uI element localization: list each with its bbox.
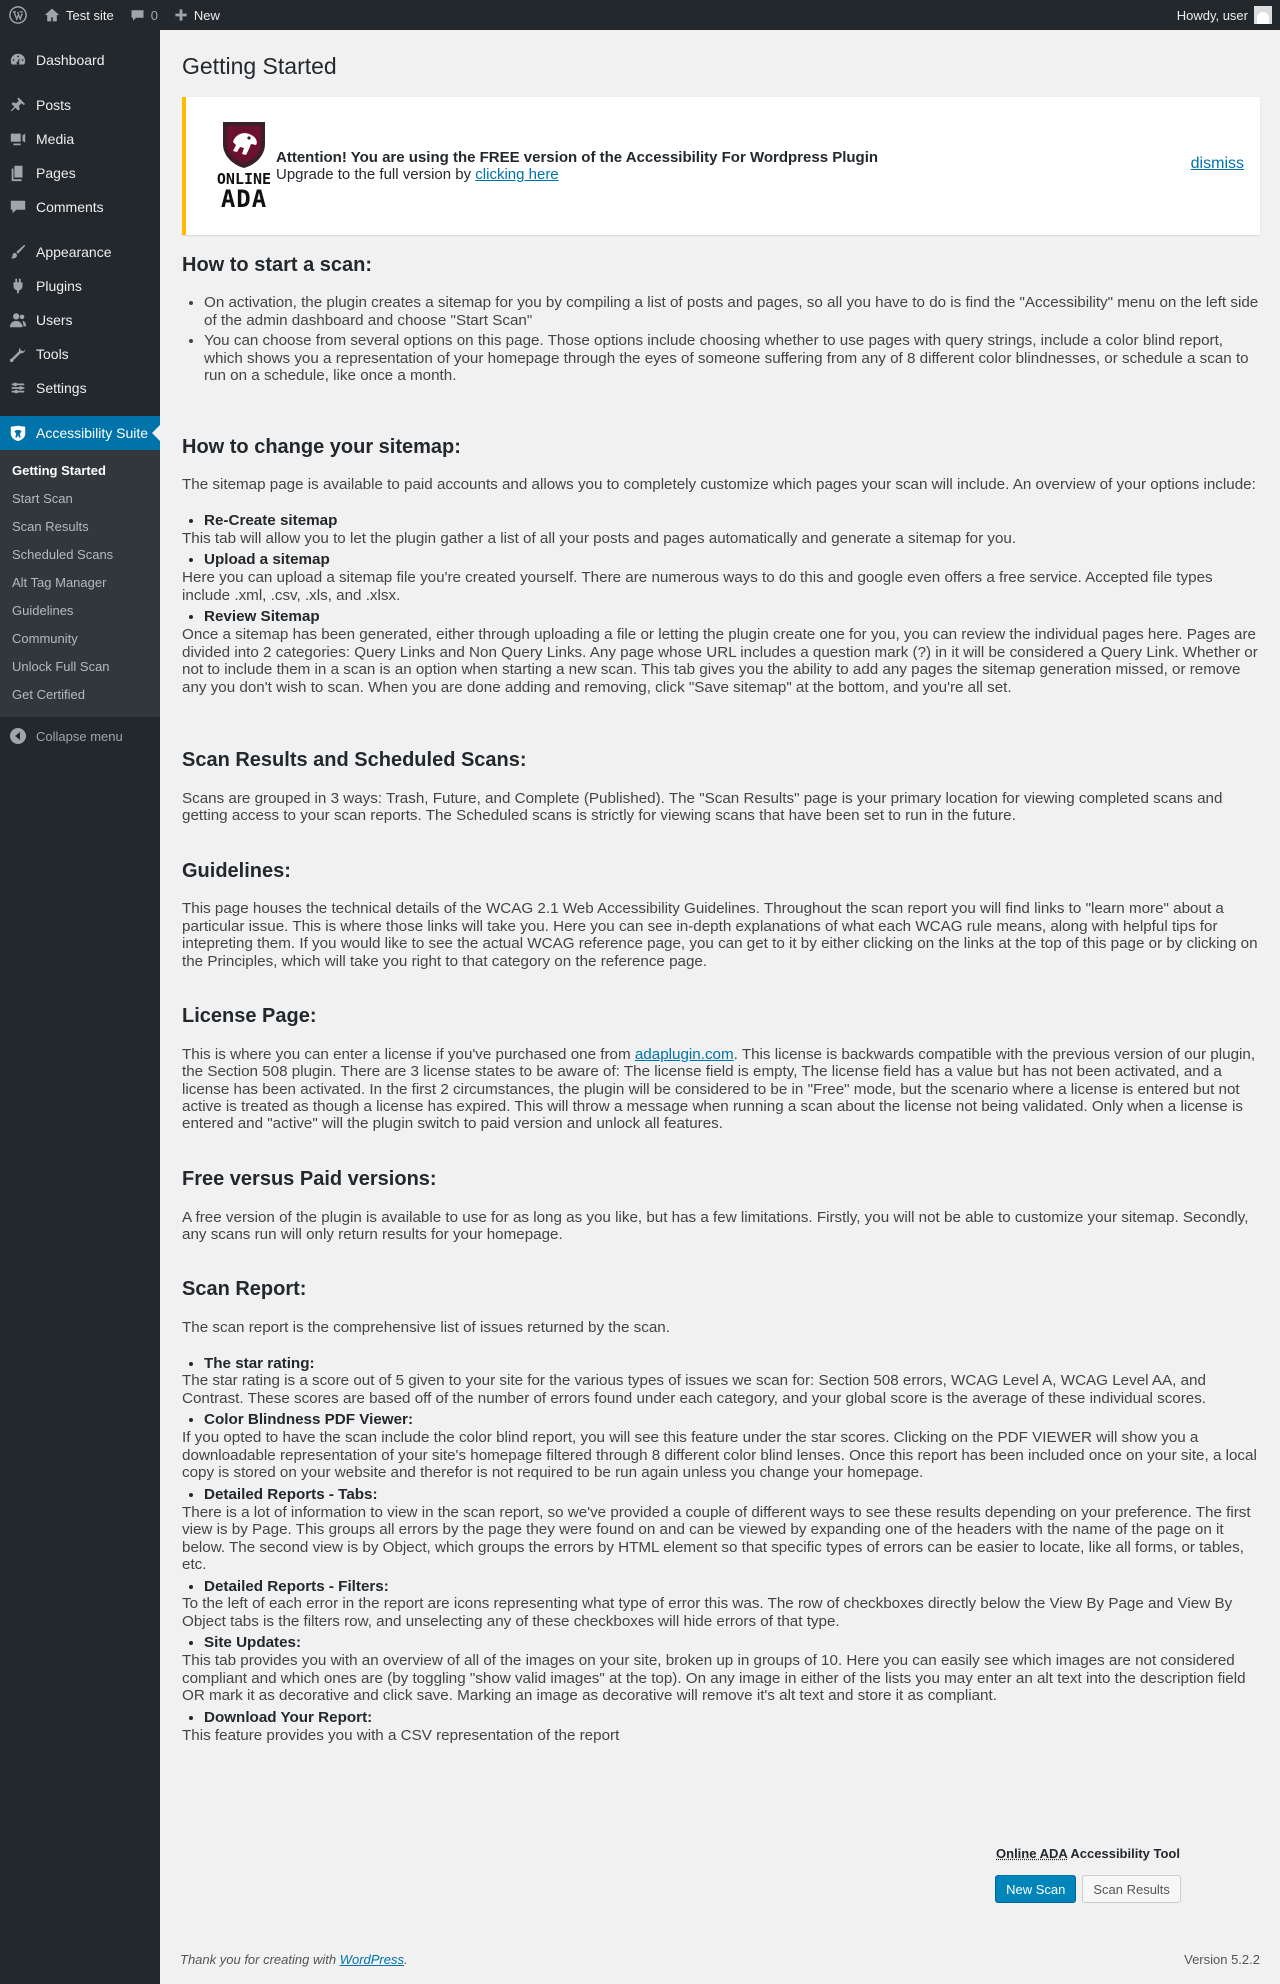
heading-sitemap: How to change your sitemap: (182, 435, 461, 458)
logo-text-online: ONLINE (216, 169, 272, 188)
option-text: Here you can upload a sitemap file you're created yourself. There are numerous ways to do this and google even offers a free service. Accepted file types include .xml, .csv, .xls, and .xlsx. (182, 569, 1213, 604)
menu-settings[interactable] (0, 371, 160, 405)
list-item: • You can choose from several options on this page. Those options include choosing whether to use pages with query strings, include a color blind report, which shows you a representation of your homepage through the eyes of someone suffering from any of 8 different color blindnesses, or schedule a scan to run on a schedule, like once a month. (204, 332, 1260, 384)
dashboard-icon (8, 50, 28, 70)
upgrade-text: Upgrade to the full version by (276, 165, 476, 183)
wordpress-logo-button[interactable] (0, 0, 36, 30)
option-text: Once a sitemap has been generated, either through uploading a file or letting the plugin create one for you, you can review the individual pages here. Pages are divided into 2 categories: Query Links and Non Query Links. Any page whose URL includes a question mark (?) in it will be considered a Query Link. Whether or not to include them in a scan is an option when starting a new scan. This tab gives you the ability to add any pages the sitemap generation missed, or remove any you don't wish to scan. When you are done adding and removing, click "Save sitemap" at the bottom, and you're all set. (182, 626, 1258, 696)
notice-text (276, 149, 878, 183)
settings-icon (8, 378, 28, 398)
submenu-community[interactable]: Community (12, 631, 78, 646)
new-content-link[interactable] (166, 0, 228, 30)
thanks-text: Thank you for creating with (180, 1952, 340, 1967)
menu-label: Appearance (36, 244, 112, 260)
menu-label: Settings (36, 380, 87, 396)
license-text (182, 1046, 1260, 1133)
scan-report-intro: The scan report is the comprehensive list of issues returned by the scan. (182, 1319, 670, 1337)
menu-dashboard[interactable] (0, 43, 160, 77)
menu-appearance[interactable] (0, 235, 160, 269)
heading-scan-report: Scan Report: (182, 1278, 307, 1301)
feature-title: Download Your Report: (204, 1708, 373, 1726)
menu-label: Media (36, 131, 75, 147)
sitemap-options (182, 512, 1260, 696)
menu-label: Posts (36, 97, 72, 113)
comment-icon (8, 197, 28, 217)
wordpress-logo-icon (9, 6, 27, 24)
option-title: Review Sitemap (204, 608, 320, 626)
heading-guidelines: Guidelines: (182, 859, 291, 882)
submenu-scheduled-scans[interactable]: Scheduled Scans (12, 547, 114, 562)
admin-menu (0, 30, 160, 1984)
menu-label: Users (36, 312, 73, 328)
submenu-guidelines[interactable]: Guidelines (12, 603, 74, 618)
upgrade-notice (182, 97, 1260, 235)
sitemap-intro: The sitemap page is available to paid accounts and allows you to completely customize which pages your scan will include. An overview of your options include: (182, 476, 1256, 494)
menu-pages[interactable] (0, 156, 160, 190)
shield-icon (219, 118, 269, 170)
thanks-period: . (404, 1952, 408, 1967)
wrench-icon (8, 344, 28, 364)
menu-accessibility-suite[interactable] (0, 416, 160, 450)
submenu-getting-started[interactable]: Getting Started (12, 463, 106, 478)
scan-results-text: Scans are grouped in 3 ways: Trash, Future, and Complete (Published). The "Scan Results" page is your primary location for viewing completed scans and getting access to your scan reports. The Scheduled scans is strictly for viewing scans that have been set to run in the future. (182, 789, 1223, 825)
submenu-start-scan[interactable]: Start Scan (12, 491, 73, 506)
feature-text: This feature provides you with a CSV representation of the report (182, 1726, 620, 1744)
help-content (182, 254, 1260, 1744)
feature-text: This tab provides you with an overview of all of the images on your site, broken up in groups of 10. Here you can easily see which images are not considered compliant and which ones are (by toggling "show valid images" at the top). On any image in either of the lists you may enter an alt text into the description field OR mark it as decorative and click save. Marking an image as decorative will remove it's alt text and store it as compliant. (182, 1652, 1246, 1705)
footer-version: Version 5.2.2 (1184, 1952, 1260, 1967)
accessibility-tool-box (994, 1846, 1182, 1903)
feature-title: Detailed Reports - Tabs: (204, 1485, 378, 1503)
menu-media[interactable] (0, 122, 160, 156)
tool-title (994, 1846, 1182, 1861)
feature-text: To the left of each error in the report are icons representing what type of error this was. The row of checkboxes directly below the View By Page and View By Object tabs is the filters row, and unselecting any of these checkboxes will hide errors of that type. (182, 1595, 1233, 1630)
dismiss-link[interactable]: dismiss (1190, 154, 1244, 172)
footer-thanks (180, 1952, 408, 1967)
tool-suffix: Accessibility Tool (1067, 1846, 1180, 1861)
accessibility-submenu (0, 450, 160, 717)
feature-text: If you opted to have the scan include the color blind report, you will see this feature under the star scores. Clicking on the PDF VIEWER will show you a downloadable representation of your site's homepage filtered through 8 different color blind lenses. Once this report has been included once on your site, a local copy is stored on your website and therefor is not required to be run again unless you change your homepage. (182, 1429, 1257, 1482)
menu-posts[interactable] (0, 88, 160, 122)
heading-scan-results: Scan Results and Scheduled Scans: (182, 748, 527, 771)
option-title: Re-Create sitemap (204, 511, 338, 529)
feature-text: The star rating is a score out of 5 given to your site for the various types of issues we scan for: Section 508 errors, WCAG Level A, WCAG Level AA, and Contrast. These scores are based off of the number of errors found under each category, and your global score is the average of these individual scores. (182, 1372, 1207, 1407)
feature-title: The star rating: (204, 1354, 315, 1372)
menu-plugins[interactable] (0, 269, 160, 303)
site-name-link[interactable] (36, 0, 122, 30)
comments-link[interactable] (122, 0, 166, 30)
feature-title: Color Blindness PDF Viewer: (204, 1411, 414, 1429)
home-icon (44, 7, 60, 23)
license-text-after: . This license is backwards compatible with the previous version of our plugin, the Section 508 plugin. There are 3 license states to be aware of: The license field is empty, The license field has a value but has not been activated, and a license has been activated. In the first 2 circumstances, the plugin will be considered to be in "Free" mode, but the scenario where a license is entered but not active is treated as though a license has expired. This will throw a message when running a scan about the license not being validated. Only when a license is entered and "active" will the plugin switch to paid version and unlock all features. (182, 1045, 1256, 1133)
comments-count: 0 (150, 7, 158, 23)
plugin-icon (8, 276, 28, 296)
heading-license: License Page: (182, 1004, 317, 1027)
comment-icon (130, 8, 145, 23)
license-text-before: This is where you can enter a license if you've purchased one from (182, 1045, 635, 1063)
submenu-alt-tag-manager[interactable]: Alt Tag Manager (12, 575, 107, 590)
option-title: Upload a sitemap (204, 551, 330, 569)
pin-icon (8, 95, 28, 115)
online-ada-logo (212, 118, 276, 214)
heading-start-scan: How to start a scan: (182, 253, 373, 276)
wordpress-link[interactable]: WordPress (339, 1952, 404, 1967)
collapse-label: Collapse menu (36, 728, 123, 744)
heading-free-paid: Free versus Paid versions: (182, 1167, 437, 1190)
avatar (1254, 6, 1272, 24)
start-scan-list (182, 294, 1260, 384)
new-scan-button[interactable]: New Scan (995, 1875, 1076, 1903)
upgrade-link[interactable]: clicking here (475, 165, 559, 183)
free-paid-text: A free version of the plugin is available to use for as long as you like, but has a few limitations. Firstly, you will not be able to customize your sitemap. Secondly, any scans run will only return results for your homepage. (182, 1208, 1249, 1243)
feature-text: There is a lot of information to view in the scan report, so we've provided a couple of different ways to see these results depending on your preference. The first view is by Page. This groups all errors by the page they were found on and can be viewed by expanding one of the headers with the name of the page on it below. The second view is by Object, which groups the errors by HTML element so that specific types of errors can be easier to locate, like all forms, or tables, etc. (182, 1503, 1251, 1574)
guidelines-text: This page houses the technical details of the WCAG 2.1 Web Accessibility Guidelines. Throughout the scan report you will find links to "learn more" about a particular issue. This is where those links will take you. Here you can see in-depth explanations of what each WCAG rule means, along with helpful tips for intepreting them. If you would like to see the actual WCAG reference page, you can get to it by either clicking on the links at the top of this page or by clicking on the Principles, which will take you right to that category on the reference page. (182, 900, 1258, 970)
feature-title: Site Updates: (204, 1634, 302, 1652)
plus-icon (174, 8, 188, 22)
new-label: New (193, 7, 220, 23)
adaplugin-link[interactable]: adaplugin.com (634, 1045, 734, 1063)
admin-footer (180, 1952, 1260, 1967)
howdy-text: Howdy, user (1176, 7, 1248, 23)
report-features (182, 1355, 1260, 1745)
users-icon (8, 310, 28, 330)
pages-icon (8, 163, 28, 183)
tool-buttons (994, 1875, 1182, 1903)
paintbrush-icon (8, 242, 28, 262)
menu-tools[interactable] (0, 337, 160, 371)
feature-title: Detailed Reports - Filters: (204, 1577, 389, 1595)
scan-results-button[interactable]: Scan Results (1082, 1875, 1181, 1903)
my-account[interactable] (1177, 6, 1280, 24)
accessibility-icon (8, 423, 28, 443)
submenu-scan-results[interactable]: Scan Results (12, 519, 89, 534)
option-text: This tab will allow you to let the plugin gather a list of all your posts and pages automatically and generate a sitemap for you. (182, 529, 1017, 547)
list-item: • On activation, the plugin creates a sitemap for you by compiling a list of posts and pages, so all you have to do is find the "Accessibility" menu on the left side of the admin dashboard and choose "Start Scan" (204, 294, 1260, 329)
collapse-arrow-icon (10, 728, 26, 744)
menu-label: Dashboard (36, 52, 105, 68)
site-name: Test site (66, 7, 114, 23)
notice-title: Attention! You are using the FREE version of the Accessibility For Wordpress Plugin (276, 148, 879, 166)
menu-label: Accessibility Suite (36, 425, 149, 441)
menu-comments[interactable] (0, 190, 160, 224)
main-content (182, 30, 1260, 1744)
tool-brand: Online ADA (996, 1846, 1068, 1861)
logo-text-ada: ADA (220, 184, 268, 213)
menu-users[interactable] (0, 303, 160, 337)
submenu-unlock-full-scan[interactable]: Unlock Full Scan (12, 659, 110, 674)
menu-label: Tools (36, 346, 69, 362)
collapse-menu-button[interactable] (0, 719, 160, 753)
page-title: Getting Started (182, 53, 337, 79)
admin-bar (0, 0, 1280, 30)
submenu-get-certified[interactable]: Get Certified (12, 687, 85, 702)
menu-label: Plugins (36, 278, 82, 294)
menu-label: Pages (36, 165, 76, 181)
menu-label: Comments (36, 199, 104, 215)
media-icon (8, 129, 28, 149)
